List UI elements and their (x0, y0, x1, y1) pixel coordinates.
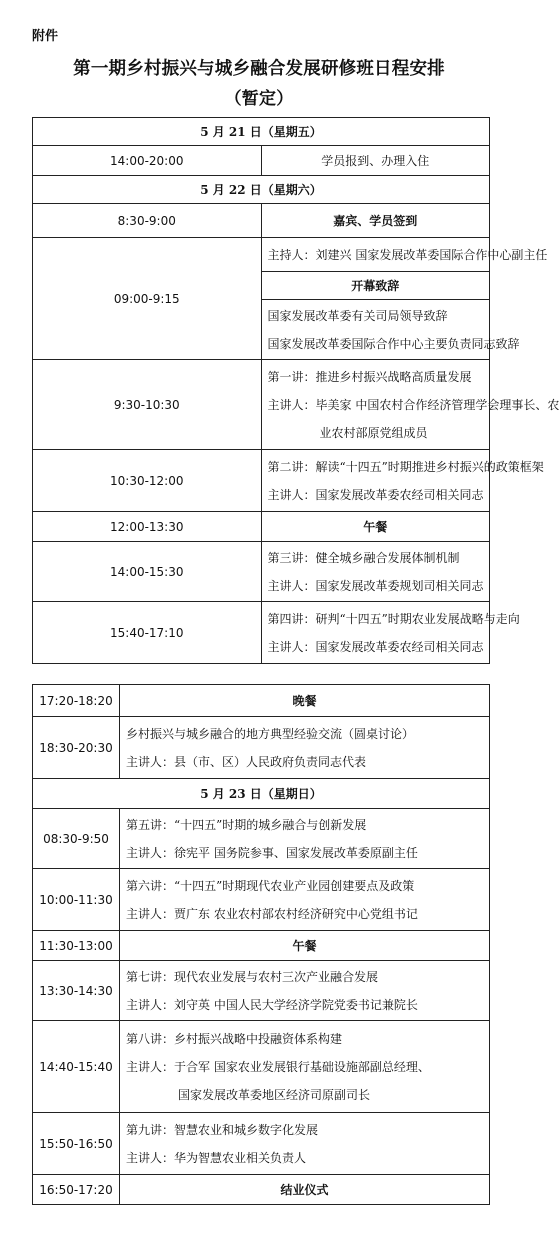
speaker-line: 业农村部原党组成员 (319, 425, 428, 440)
content-cell: 午餐 (261, 512, 490, 542)
table-row (33, 809, 490, 869)
table-row (33, 118, 490, 146)
content-cell (261, 542, 490, 602)
speaker-line: 主讲人：国家发展改革委农经司相关同志 (267, 487, 484, 502)
content-cell: 学员报到、办理入住 (261, 146, 490, 176)
speaker-line: 主讲人：国家发展改革委农经司相关同志 (267, 639, 484, 654)
content-line: 国家发展改革委有关司局领导致辞 (267, 308, 448, 323)
table-row (33, 717, 490, 779)
time-cell: 16:50-17:20 (33, 1175, 120, 1205)
time-cell: 08:30-9:50 (33, 809, 120, 869)
time-cell: 18:30-20:30 (33, 717, 120, 779)
content-cell (120, 809, 490, 869)
table-row (33, 542, 490, 602)
content-cell (120, 1021, 490, 1113)
time-cell: 8:30-9:00 (33, 204, 262, 238)
speaker-line: 主讲人：华为智慧农业相关负责人 (126, 1150, 307, 1165)
lecture-title: 乡村振兴与城乡融合的地方典型经验交流（圆桌讨论） (126, 726, 415, 741)
lecture-title: 第三讲：健全城乡融合发展体制机制 (267, 550, 460, 565)
time-cell: 9:30-10:30 (33, 360, 262, 450)
time-cell: 14:00-20:00 (33, 146, 262, 176)
content-cell: 午餐 (120, 931, 490, 961)
content-cell: 结业仪式 (120, 1175, 490, 1205)
content-cell (261, 360, 559, 450)
time-cell: 10:00-11:30 (33, 869, 120, 931)
content-cell: 嘉宾、学员签到 (261, 204, 490, 238)
time-cell: 17:20-18:20 (33, 685, 120, 717)
day-header: 5 月 21 日（星期五） (33, 118, 490, 146)
table-row (33, 512, 490, 542)
content-cell (120, 869, 490, 931)
table-row (33, 1113, 490, 1175)
table-row (33, 146, 490, 176)
speaker-line: 主讲人：毕美家 中国农村合作经济管理学会理事长、农 (267, 397, 559, 412)
table-row (33, 1175, 490, 1205)
lecture-title: 第二讲：解读“十四五”时期推进乡村振兴的政策框架 (267, 459, 544, 474)
table-row (33, 961, 490, 1021)
time-cell: 10:30-12:00 (33, 450, 262, 512)
table-row (33, 869, 490, 931)
table-row (33, 204, 490, 238)
lecture-title: 第五讲：“十四五”时期的城乡融合与创新发展 (126, 817, 367, 832)
content-cell: 开幕致辞 (261, 272, 490, 300)
time-cell: 13:30-14:30 (33, 961, 120, 1021)
content-cell (261, 450, 544, 512)
content-cell (120, 717, 490, 779)
speaker-line: 主讲人：刘守英 中国人民大学经济学院党委书记兼院长 (126, 997, 418, 1012)
speaker-line: 主讲人：贾广东 农业农村部农村经济研究中心党组书记 (126, 906, 418, 921)
time-cell: 09:00-9:15 (33, 238, 262, 360)
lecture-title: 第八讲：乡村振兴战略中投融资体系构建 (126, 1031, 343, 1046)
content-cell (120, 1113, 490, 1175)
table-row (33, 176, 490, 204)
day-header: 5 月 23 日（星期日） (33, 779, 490, 809)
content-line: 国家发展改革委国际合作中心主要负责同志致辞 (267, 336, 520, 351)
time-cell: 14:00-15:30 (33, 542, 262, 602)
table-row (33, 1021, 490, 1113)
lecture-title: 第一讲：推进乡村振兴战略高质量发展 (267, 369, 472, 384)
table-row (33, 685, 490, 717)
document-subtitle: （暂定） (224, 89, 294, 109)
lecture-title: 第九讲：智慧农业和城乡数字化发展 (126, 1122, 319, 1137)
table-row (33, 450, 490, 512)
schedule-table-part2 (32, 684, 490, 1205)
time-cell: 15:50-16:50 (33, 1113, 120, 1175)
content-cell (261, 602, 520, 664)
lecture-title: 第七讲：现代农业发展与农村三次产业融合发展 (126, 969, 379, 984)
table-row (33, 931, 490, 961)
table-row (33, 238, 490, 272)
time-cell: 12:00-13:30 (33, 512, 262, 542)
host-line: 主持人：刘建兴 国家发展改革委国际合作中心副主任 (267, 247, 548, 262)
attachment-label: 附件 (32, 29, 59, 44)
lecture-title: 第四讲：研判“十四五”时期农业发展战略与走向 (267, 611, 520, 626)
time-cell: 14:40-15:40 (33, 1021, 120, 1113)
day-header: 5 月 22 日（星期六） (33, 176, 490, 204)
content-cell (120, 961, 490, 1021)
speaker-line: 国家发展改革委地区经济司原副司长 (178, 1087, 371, 1102)
content-cell (261, 300, 520, 360)
content-cell: 晚餐 (120, 685, 490, 717)
speaker-line: 主讲人：县（市、区）人民政府负责同志代表 (126, 754, 367, 769)
table-row (33, 779, 490, 809)
table-row (33, 602, 490, 664)
speaker-line: 主讲人：于合军 国家农业发展银行基础设施部副总经理、 (126, 1059, 430, 1074)
time-cell: 11:30-13:00 (33, 931, 120, 961)
time-cell: 15:40-17:10 (33, 602, 262, 664)
speaker-line: 主讲人：国家发展改革委规划司相关同志 (267, 578, 484, 593)
host-cell (261, 238, 548, 272)
table-row (33, 360, 490, 450)
schedule-table-part1 (32, 117, 559, 664)
document-title: 第一期乡村振兴与城乡融合发展研修班日程安排 (73, 59, 445, 79)
speaker-line: 主讲人：徐宪平 国务院参事、国家发展改革委原副主任 (126, 845, 418, 860)
lecture-title: 第六讲：“十四五”时期现代农业产业园创建要点及政策 (126, 878, 415, 893)
